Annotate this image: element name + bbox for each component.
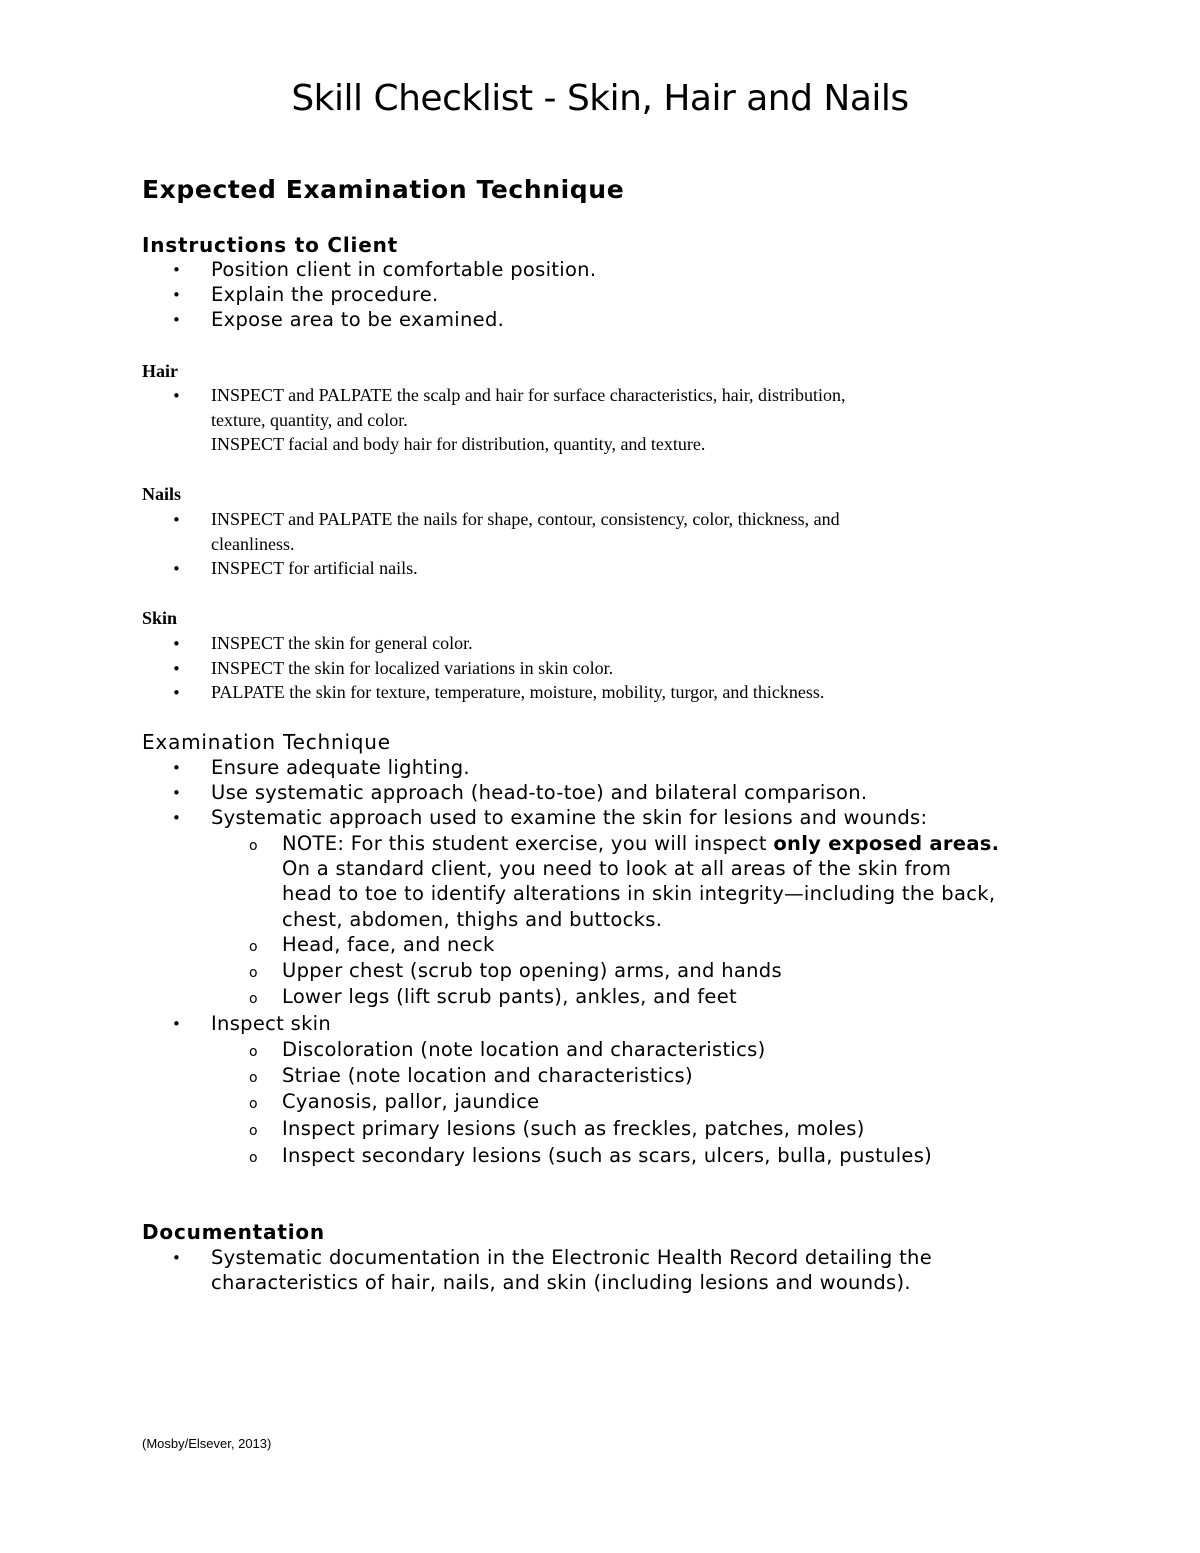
- exam-sub-item: Upper chest (scrub top opening) arms, and hands: [282, 959, 782, 982]
- sub-bullet-marker: o: [249, 1096, 258, 1112]
- documentation-heading: Documentation: [142, 1220, 325, 1244]
- exam-sub-item: Head, face, and neck: [282, 933, 495, 956]
- inspect-skin-sub-item: Striae (note location and characteristics): [282, 1064, 693, 1087]
- exam-heading: Examination Technique: [142, 730, 391, 754]
- exam-item: Systematic approach used to examine the skin for lesions and wounds:: [211, 806, 928, 829]
- inspect-skin-sub-item: Discoloration (note location and characteristics): [282, 1038, 766, 1061]
- nails-item-line: cleanliness.: [211, 534, 295, 554]
- exam-note-line: chest, abdomen, thighs and buttocks.: [282, 908, 663, 931]
- inspect-skin-sub-item: Cyanosis, pallor, jaundice: [282, 1090, 540, 1113]
- exam-note-line: head to toe to identify alterations in skin integrity—including the back,: [282, 882, 996, 905]
- exam-note-prefix: NOTE: For this student exercise, you will inspect: [282, 832, 774, 855]
- instruction-item: Expose area to be examined.: [211, 308, 505, 331]
- inspect-skin-sub-item: Inspect secondary lesions (such as scars, ulcers, bulla, pustules): [282, 1144, 933, 1167]
- bullet-marker: •: [172, 1015, 181, 1033]
- bullet-marker: •: [172, 387, 181, 405]
- bullet-marker: •: [172, 784, 181, 802]
- bullet-marker: •: [172, 1249, 181, 1267]
- exam-note-emphasis: only exposed areas.: [773, 832, 1000, 855]
- exam-item: Inspect skin: [211, 1012, 332, 1035]
- exam-note-line: [282, 832, 999, 855]
- sub-bullet-marker: o: [249, 1123, 258, 1139]
- documentation-line: characteristics of hair, nails, and skin (including lesions and wounds).: [211, 1271, 911, 1294]
- sub-bullet-marker: o: [249, 1044, 258, 1060]
- citation-footer: (Mosby/Elsever, 2013): [142, 1436, 272, 1451]
- skin-item: PALPATE the skin for texture, temperature, moisture, mobility, turgor, and thickness.: [211, 682, 825, 702]
- bullet-marker: •: [172, 511, 181, 529]
- sub-bullet-marker: o: [249, 838, 258, 854]
- bullet-marker: •: [172, 635, 181, 653]
- instruction-item: Position client in comfortable position.: [211, 258, 597, 281]
- instruction-item: Explain the procedure.: [211, 283, 439, 306]
- inspect-skin-sub-item: Inspect primary lesions (such as freckles, patches, moles): [282, 1117, 865, 1140]
- sub-bullet-marker: o: [249, 991, 258, 1007]
- sub-bullet-marker: o: [249, 1150, 258, 1166]
- hair-item-line: INSPECT and PALPATE the scalp and hair for surface characteristics, hair, distribution,: [211, 385, 846, 405]
- sub-bullet-marker: o: [249, 965, 258, 981]
- bullet-marker: •: [172, 286, 181, 304]
- bullet-marker: •: [172, 660, 181, 678]
- bullet-marker: •: [172, 809, 181, 827]
- skin-item: INSPECT the skin for localized variations in skin color.: [211, 658, 614, 678]
- bullet-marker: •: [172, 311, 181, 329]
- exam-note-line: On a standard client, you need to look at all areas of the skin from: [282, 857, 952, 880]
- hair-item-line: texture, quantity, and color.: [211, 410, 408, 430]
- bullet-marker: •: [172, 759, 181, 777]
- exam-item: Use systematic approach (head-to-toe) and bilateral comparison.: [211, 781, 868, 804]
- nails-item-line: INSPECT and PALPATE the nails for shape, contour, consistency, color, thickness, and: [211, 509, 840, 529]
- bullet-marker: •: [172, 684, 181, 702]
- skin-heading: Skin: [142, 608, 178, 628]
- nails-heading: Nails: [142, 484, 182, 504]
- hair-heading: Hair: [142, 361, 178, 381]
- sub-bullet-marker: o: [249, 939, 258, 955]
- skin-item: INSPECT the skin for general color.: [211, 633, 473, 653]
- bullet-marker: •: [172, 261, 181, 279]
- nails-item: INSPECT for artificial nails.: [211, 558, 418, 578]
- main-heading: Expected Examination Technique: [142, 175, 625, 204]
- sub-bullet-marker: o: [249, 1070, 258, 1086]
- page-title: Skill Checklist - Skin, Hair and Nails: [291, 78, 909, 119]
- hair-item-line: INSPECT facial and body hair for distribution, quantity, and texture.: [211, 434, 706, 454]
- documentation-line: Systematic documentation in the Electronic Health Record detailing the: [211, 1246, 932, 1269]
- instructions-heading: Instructions to Client: [142, 233, 398, 257]
- exam-sub-item: Lower legs (lift scrub pants), ankles, and feet: [282, 985, 737, 1008]
- bullet-marker: •: [172, 560, 181, 578]
- exam-item: Ensure adequate lighting.: [211, 756, 470, 779]
